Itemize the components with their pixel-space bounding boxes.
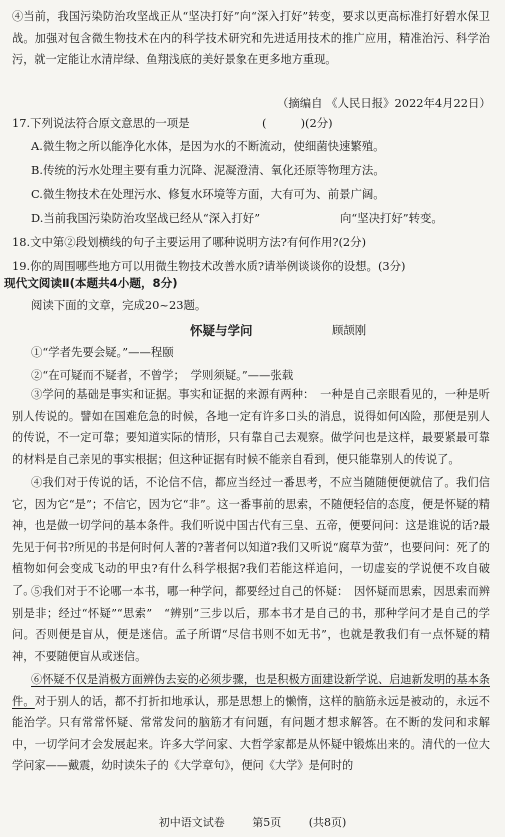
reading-instruction: 阅读下面的文章，完成20~23题。 xyxy=(31,298,207,312)
question-19: 19.你的周围哪些地方可以用微生物技术改善水质?请举例谈谈你的设想。(3分) xyxy=(12,259,406,273)
question-18: 18.文中第②段划横线的句子主要运用了哪种说明方法?有何作用?(2分) xyxy=(12,235,367,249)
question-17-option-d-cont: 向“坚决打好”转变。 xyxy=(340,211,443,225)
quote-2: ②“在可疑而不疑者，不曾学； 学则须疑。”——张载 xyxy=(31,368,294,382)
question-17-stem: 17.下列说法符合原文意思的一项是 xyxy=(12,116,190,130)
essay-paragraph-4: ④我们对于传说的话，不论信不信，都应当经过一番思考，不应当随随便便就信了。我们信它，因为它“是”；不信它，因为它“非”。这一番事前的思索，不随便轻信的态度，便是怀疑的精神，也是做一切学问的基本条件。我们听说中国古代有三皇、五帝，便要问问：这是谁说的话?最先见于何书?所见的书是何时何人著的?著者何以知道?我们又听说“腐草为萤”，也要问问：死了的植物如何会变成飞动的甲虫?有什么科学根据?我们若能这样追问，一切虚妄的学说便不攻自破了。 xyxy=(12,476,490,597)
question-17-option-a: A.微生物之所以能净化水体，是因为水的不断流动，使细菌快速繁殖。 xyxy=(31,139,385,153)
footer-exam-name: 初中语文试卷 xyxy=(158,816,225,829)
essay-paragraph-6 xyxy=(12,669,490,777)
paragraph-4: ④当前，我国污染防治攻坚战正从“坚决打好”向“深入打好”转变，要求以更高标准打好碧水保卫战。加强对包含微生物技术在内的科学技术研究和先进适用技术的推广应用，精准治污、科学治污，就一定能让水清岸绿、鱼翔浅底的美好景象在更多地方重现。 xyxy=(12,10,490,66)
essay-paragraph-3: ③学问的基础是事实和证据。事实和证据的来源有两种： 一种是自己亲眼看见的，一种是听别人传说的。譬如在国难危急的时候，各地一定有许多口头的消息，说得如何凶险，那便是别人的传说，不一定可靠；要知道实际的情形，只有靠自己去观察。做学问也是这样，最要紧最可靠的材料是自己亲见的事实根据；但这种证据有时候不能亲自看到，便只能靠别人的传说了。 xyxy=(12,388,490,466)
footer-total-pages: (共8页) xyxy=(308,816,347,829)
essay-paragraph-5: ⑤我们对于不论哪一本书，哪一种学问，都要经过自己的怀疑： 因怀疑而思索，因思索而辨别是非；经过“怀疑”“思索” “辨别”三步以后，那本书才是自己的书，那种学问才是自己的学问。否则便是盲从，便是迷信。孟子所谓“尽信书则不如无书”，也就是教我们有一点怀疑的精神，不要随便盲从或迷信。 xyxy=(12,585,490,663)
paragraph-6-rest: 对于别人的话，都不打折扣地承认，那是思想上的懒惰，这样的脑筋永远是被动的，永远不能治学。只有常常怀疑、常常发问的脑筋才有问题，有问题才想求解答。在不断的发问和求解中，一切学问才会发展起来。许多大学问家、大哲学家都是从怀疑中锻炼出来的。清代的一位大学问家——戴震，幼时读朱子的《大学章句》，便问《大学》是何时的 xyxy=(12,694,490,772)
question-17-option-d: D.当前我国污染防治攻坚战已经从“深入打好” xyxy=(31,211,261,225)
source-citation: （摘编自 《人民日报》2022年4月22日） xyxy=(277,96,491,110)
question-17-blank: ( )(2分) xyxy=(262,116,333,130)
essay-title: 怀疑与学问 xyxy=(190,323,253,338)
section-heading: 现代文阅读Ⅱ(本题共4小题，8分) xyxy=(4,276,178,290)
page-footer xyxy=(0,814,505,830)
question-17-option-b: B.传统的污水处理主要有重力沉降、泥凝澄清、氧化还原等物理方法。 xyxy=(31,163,385,177)
essay-author: 顾颉刚 xyxy=(332,323,367,337)
question-17-option-c: C.微生物技术在处理污水、修复水环境等方面，大有可为、前景广阔。 xyxy=(31,187,385,201)
footer-page-number: 第5页 xyxy=(252,816,282,829)
quote-1: ①“学者先要会疑。”——程颐 xyxy=(31,345,174,359)
underlined-sentence: ⑥怀疑不仅是消极方面辨伪去妄的必须步骤，也是积极方面建设新学说、启迪新发明的基本条件。 xyxy=(12,673,490,708)
